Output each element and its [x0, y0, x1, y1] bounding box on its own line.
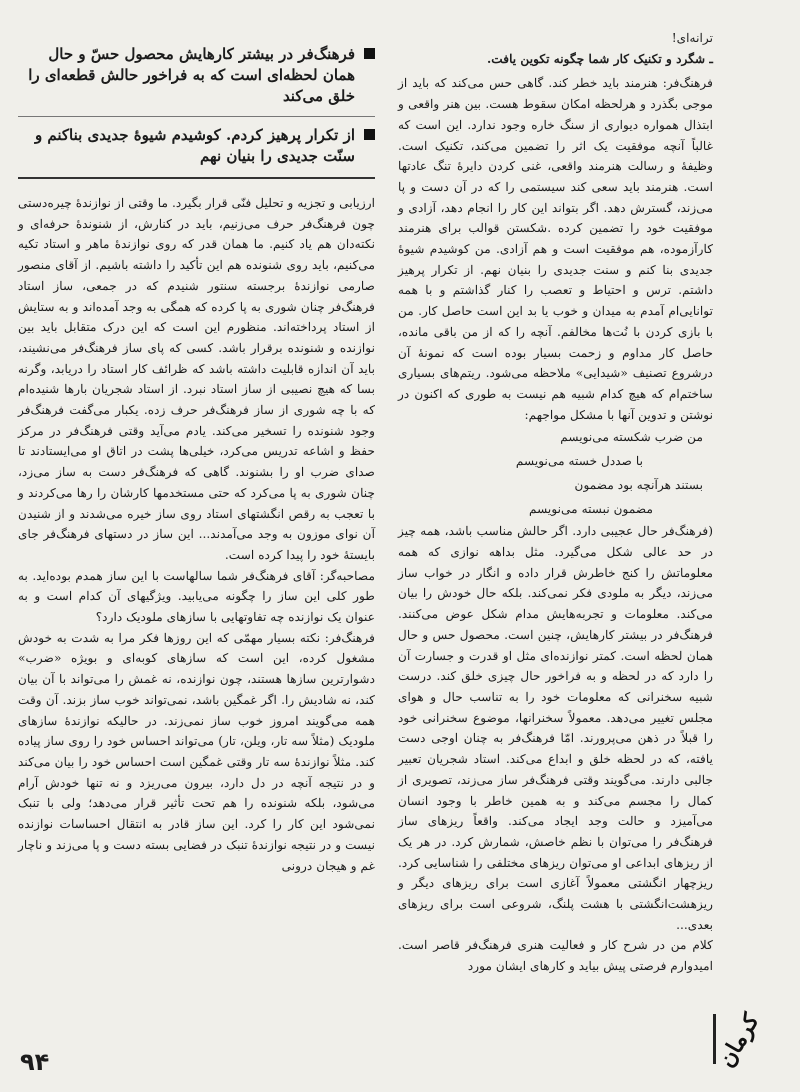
pull-quote-2-text: از تکرار پرهیز کردم. کوشیدم شیوهٔ جدیدی بناکنم و سنّت جدیدی را بنیان نهم	[34, 126, 355, 165]
left-column	[18, 44, 375, 876]
pull-quote-1	[18, 44, 375, 107]
poem-line: من ضرب شکسته می‌نویسم	[560, 430, 703, 445]
bullet-square-icon	[364, 129, 375, 140]
intro-line-1: ترانه‌ای!	[671, 31, 713, 45]
bullet-square-icon	[364, 48, 375, 59]
page-number: ۹۴	[20, 1048, 50, 1076]
divider	[18, 177, 375, 179]
answer-paragraph-2: (فرهنگ‌فر حال عجیبی دارد. اگر حالش مناسب باشد، همه چیز در حد عالی شکل می‌گیرد. مثل بداهه نوازی که همه معلوماتش را کنج خاطرش قرار داده و انگار در خواب ساز می‌زند، دیگر به ملودی فکر نمی‌کند. بلکه حال خودش را بیان می‌کند. معلومات و تجربه‌هایش مدام شکل عوض می‌کنند. فرهنگ‌فر در بیشتر کارهایش، چنین است. محصول حس و حال همان لحظه است. کمتر نوازنده‌ای مثل او قدرت و جسارت آن را دارد که در لحظه و به فراخور حال چیزی خلق کند. درست شبیه سخنرانی که معلومات خود را به تناسب حال و هوای مجلس تغییر می‌دهد. معمولاً سخنرانها، موضوع سخنرانی خود را قبلاً در ذهن می‌پرورند. امّا فرهنگ‌فر به چنان اوجی دست یافته، که در لحظه خلق و ابداع می‌کند. استاد شجریان تعبیر جالبی دارند. می‌گویند وقتی فرهنگ‌فر ساز می‌زند، تصویری از کمال را مجسم می‌کند و به همین خاطر با وجود انسان می‌آمیزد و حالت وجد ایجاد می‌کند. واقعاً ریزهای ساز فرهنگ‌فر را می‌توان با نظم خاصش، شمارش کرد. در هر یک از ریزهای ابداعی او می‌توان ریزهای مختلفی را شناسایی کرد. ریزچهار انگشتی معمولاً آغازی است برای ریزهای دیگر و ریزهشت‌انگشتی با هشت پلنگ، شروعی است برای ریزهای بعدی...	[398, 524, 713, 932]
divider	[18, 116, 375, 117]
kerman-logo-icon	[705, 1004, 775, 1074]
poem-line: بستند هرآنچه بود مضمون	[574, 478, 703, 493]
poem-line: مضمون نبسته می‌نویسم	[528, 502, 653, 517]
poem-line: با صددل خسته می‌نویسم	[515, 454, 643, 469]
poem	[398, 425, 713, 521]
interviewer-question: ـ شگرد و تکنیک کار شما چگونه تکوین یافت.	[487, 51, 713, 66]
answer-paragraph-1: فرهنگ‌فر: هنرمند باید خطر کند. گاهی حس می‌کند که باید از موجی بگذرد و هرلحظه امکان سقوط هست. بین هنر واقعی و ابتذال همواره دیواری از سنگ خاره وجود ندارد. این است که غالباً آنچه موفقیت یک اثر را تضمین می‌کند، تکنیک است. وظیفهٔ و رسالت هنرمند واقعی، غنی کردن دایرهٔ تنگ عادتها است. هنرمند باید سعی کند سیستمی را که در آن دست و پا می‌زند، گسترش دهد. اگر بتواند این کار را انجام دهد، آزادی و موفقیت خود را تضمین کرده .شکستن قوالب برای هنرمند کارآزموده، هم موفقیت است و هم آزادی. من کوشیدم شیوهٔ جدیدی بنا کنم و سنت جدیدی را بنیان نهم. از تکرار پرهیز داشتم. ترس و احتیاط و تعصب را کنار گذاشتم و با همه توانایی‌ام آمدم به میدان و خوب یا بد این است حاصل کار. من با بازی کردن با نُت‌ها مخالفم. آنچه را که از من باقی مانده، حاصل کار مداوم و زحمت بسیار بوده است که نمونهٔ آن درشروع تصنیف «شیدایی» ملاحظه می‌شود. ریتم‌های بسیاری ساختم‌ام که هیچ کدام شبیه هم نیست به طوری که اکنون در نوشتن و تدوین آنها با مشکل مواجهم:	[398, 76, 713, 422]
pull-quote-1-text: فرهنگ‌فر در بیشتر کارهایش محصول حسّ و حال همان لحظه‌ای است که به فراخور حالش قطعه‌ای را خلق می‌کند	[28, 45, 355, 105]
left-paragraph-2: مصاحبه‌گر: آقای فرهنگ‌فر شما سالهاست با این ساز همدم بوده‌اید. به طور کلی این ساز را چگونه می‌یابید. ویژگیهای آن کدام است و به عنوان یک نوازنده چه تفاوتهایی با سازهای ملودیک دارد؟	[18, 568, 375, 625]
answer-paragraph-3: کلام من در شرح کار و فعالیت هنری فرهنگ‌فر قاصر است. امیدوارم فرصتی پیش بیاید و کارهای ایشان مورد	[398, 938, 713, 974]
left-paragraph-1: ارزیابی و تجزیه و تحلیل فنّی قرار بگیرد. ما وقتی از نوازندهٔ چیره‌دستی چون فرهنگ‌فر حرف می‌زنیم، باید در کنارش، از شنوندهٔ حرفه‌ای و نکته‌دان هم یاد کنیم. ما همان قدر که روی نوازندهٔ ماهر و استاد تکیه می‌کنیم، باید روی شنونده هم این تأکید را داشته باشیم. از آقای منصور صارمی نوازندهٔ برجسته سنتور شنیدم که در جمعی، ساز استاد فرهنگ‌فر چنان شوری به پا کرده که همگی به وجد آمده‌اند و به ستایش از استاد پرداخته‌اند. منظورم این است که این درک متقابل باید بین نوازنده و شنونده برقرار باشد. کسی که پای ساز فرهنگ‌فر می‌نشیند، باید آن اندازه قابلیت داشته باشد که ظرائف کار استاد را دریابد، وگرنه بسا که هیچ نصیبی از ساز استاد نبرد. از استاد شجریان بارها شنیده‌ام که با چه شوری از ساز فرهنگ‌فر حرف زده. یکبار می‌گفت فرهنگ‌فر وجود شنونده را تسخیر می‌کند. یادم می‌آید وقتی فرهنگ‌فر در مرکز حفظ و اشاعه تدریس می‌کرد، خیلی‌ها پشت در اتاق او می‌ایستادند تا صدای ضرب او را بشنوند. گاهی که فرهنگ‌فر دست به ساز می‌زد، چنان شوری به پا می‌کرد که حتی مستخدمها کارشان را رها می‌کردند و با تعجب به رقص انگشتهای استاد روی ساز خیره می‌شدند و از شنیدن آن نوای موزون به وجد می‌آمدند... این ساز در دستهای فرهنگ‌فر جای بایستهٔ خود را پیدا کرده است.	[18, 196, 375, 562]
logo-text: کرمان	[713, 1009, 765, 1072]
left-paragraph-3: فرهنگ‌فر: نکته بسیار مهمّی که این روزها فکر مرا به شدت به خودش مشغول کرده، این است که سازهای کوبه‌ای و بویژه «ضرب» دشوارترین سازها هستند، چون نوازنده، نه غمش را می‌تواند با آن بیان کند، نه شادیش را. اگر غمگین باشد، نمی‌تواند خوب ساز بزند. آن وقت همه می‌گویند امروز خوب ساز نمی‌زند. در حالیکه نوازندهٔ سازهای ملودیک (مثلاً سه تار، ویلن، تار) می‌تواند احساس خود را روی ساز پیاده کند. مثلاً نوازندهٔ سه تار وقتی غمگین است احساس خود را بیان می‌کند و در نتیجه آنچه در دل دارد، بیرون می‌ریزد و نه تنها خودش آرام می‌شود، بلکه شنونده را هم تحت تأثیر قرار می‌دهد؛ ولی با تنبک نمی‌شود این کار را کرد. این ساز قادر به انتقال احساسات نوازنده نیست و در نتیجه نوازندهٔ تنبک در فضایی بسته دست و پا می‌زند و ناچار غم و هیجان درونی	[18, 630, 375, 873]
right-column	[398, 28, 713, 977]
pull-quote-2	[18, 125, 375, 167]
